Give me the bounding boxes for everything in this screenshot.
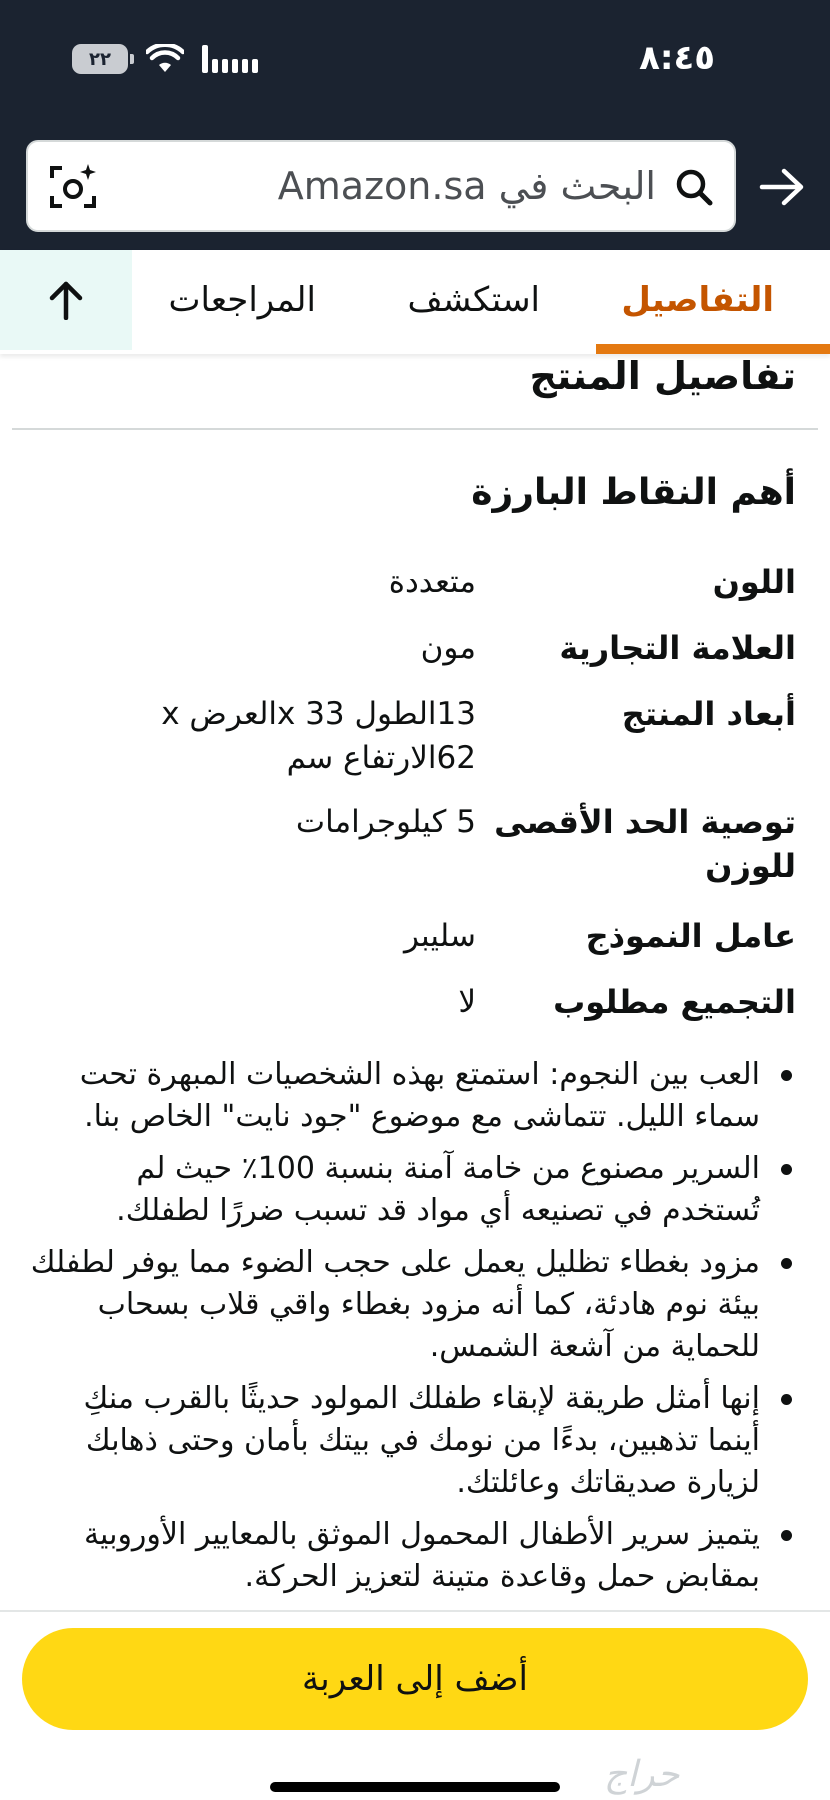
search-placeholder: البحث في Amazon.sa — [277, 164, 656, 208]
spec-row-assembly — [26, 980, 796, 1024]
spec-value: لا — [458, 984, 476, 1020]
scroll-top-button[interactable] — [0, 250, 132, 350]
list-item: السرير مصنوع من خامة آمنة بنسبة 100٪ حيث لم تُستخدم في تصنيعه أي مواد قد تسبب ضررًا لطفلك. — [30, 1148, 800, 1232]
list-item: مزود بغطاء تظليل يعمل على حجب الضوء مما يوفر لطفلك بيئة نوم هادئة، كما أنه مزود بغطاء واقي قلاب بسحاب للحماية من آشعة الشمس. — [30, 1242, 800, 1368]
tab-explore[interactable]: استكشف — [407, 280, 540, 320]
spec-value: سليبر — [403, 918, 476, 954]
battery-icon — [72, 44, 128, 74]
wifi-icon — [146, 44, 184, 74]
search-icon[interactable] — [672, 166, 716, 210]
battery-level: ٢٢ — [89, 48, 111, 70]
bottom-bar — [0, 1610, 830, 1800]
home-indicator[interactable] — [270, 1782, 560, 1792]
spec-label: العلامة التجارية — [559, 629, 796, 667]
highlights-title: أهم النقاط البارزة — [471, 472, 796, 513]
spec-label: عامل النموذج — [585, 917, 796, 955]
signal-icon — [202, 45, 258, 73]
spec-row-dimensions — [26, 692, 796, 780]
add-to-cart-button[interactable]: أضف إلى العربة — [22, 1628, 808, 1730]
spec-row-form-factor — [26, 914, 796, 958]
spec-row-color — [26, 560, 796, 604]
list-item: يتميز سرير الأطفال المحمول الموثق بالمعايير الأوروبية بمقابض حمل وقاعدة متينة لتعزيز الحركة. — [30, 1514, 800, 1598]
camera-scan-icon[interactable] — [48, 162, 98, 212]
app-header — [0, 0, 830, 250]
spec-value: 13الطول x 33العرض x 62الارتفاع سم — [161, 696, 476, 776]
spec-row-max-weight — [26, 800, 796, 888]
feature-bullets — [30, 1054, 800, 1608]
spec-label: اللون — [712, 563, 796, 601]
spec-label: التجميع مطلوب — [553, 983, 796, 1021]
tab-bar — [0, 250, 830, 354]
active-tab-indicator — [596, 344, 830, 354]
tab-reviews[interactable]: المراجعات — [168, 280, 316, 320]
list-item: إنها أمثل طريقة لإبقاء طفلك المولود حديثًا بالقرب منكِ أينما تذهبين، بدءًا من نومك في بيتك بأمان وحتى ذهابك لزيارة صديقاتك وعائلتك. — [30, 1378, 800, 1504]
arrow-up-icon — [44, 280, 88, 320]
spec-label: توصية الحد الأقصى للوزن — [494, 803, 796, 885]
spec-label: أبعاد المنتج — [621, 695, 796, 733]
spec-value: مون — [420, 630, 476, 666]
status-icons — [72, 44, 258, 74]
status-time: ٨:٤٥ — [639, 38, 715, 78]
search-input[interactable] — [26, 140, 736, 232]
tab-details[interactable]: التفاصيل — [621, 280, 774, 320]
spec-row-brand — [26, 626, 796, 670]
spec-value: متعددة — [388, 564, 476, 600]
back-arrow-icon[interactable] — [758, 166, 806, 208]
section-title: تفاصيل المنتج — [529, 354, 796, 398]
divider — [12, 428, 818, 430]
spec-value: 5 كيلوجرامات — [295, 804, 476, 840]
list-item: العب بين النجوم: استمتع بهذه الشخصيات المبهرة تحت سماء الليل. تتماشى مع موضوع "جود نايت" الخاص بنا. — [30, 1054, 800, 1138]
watermark: حراج — [604, 1754, 680, 1795]
